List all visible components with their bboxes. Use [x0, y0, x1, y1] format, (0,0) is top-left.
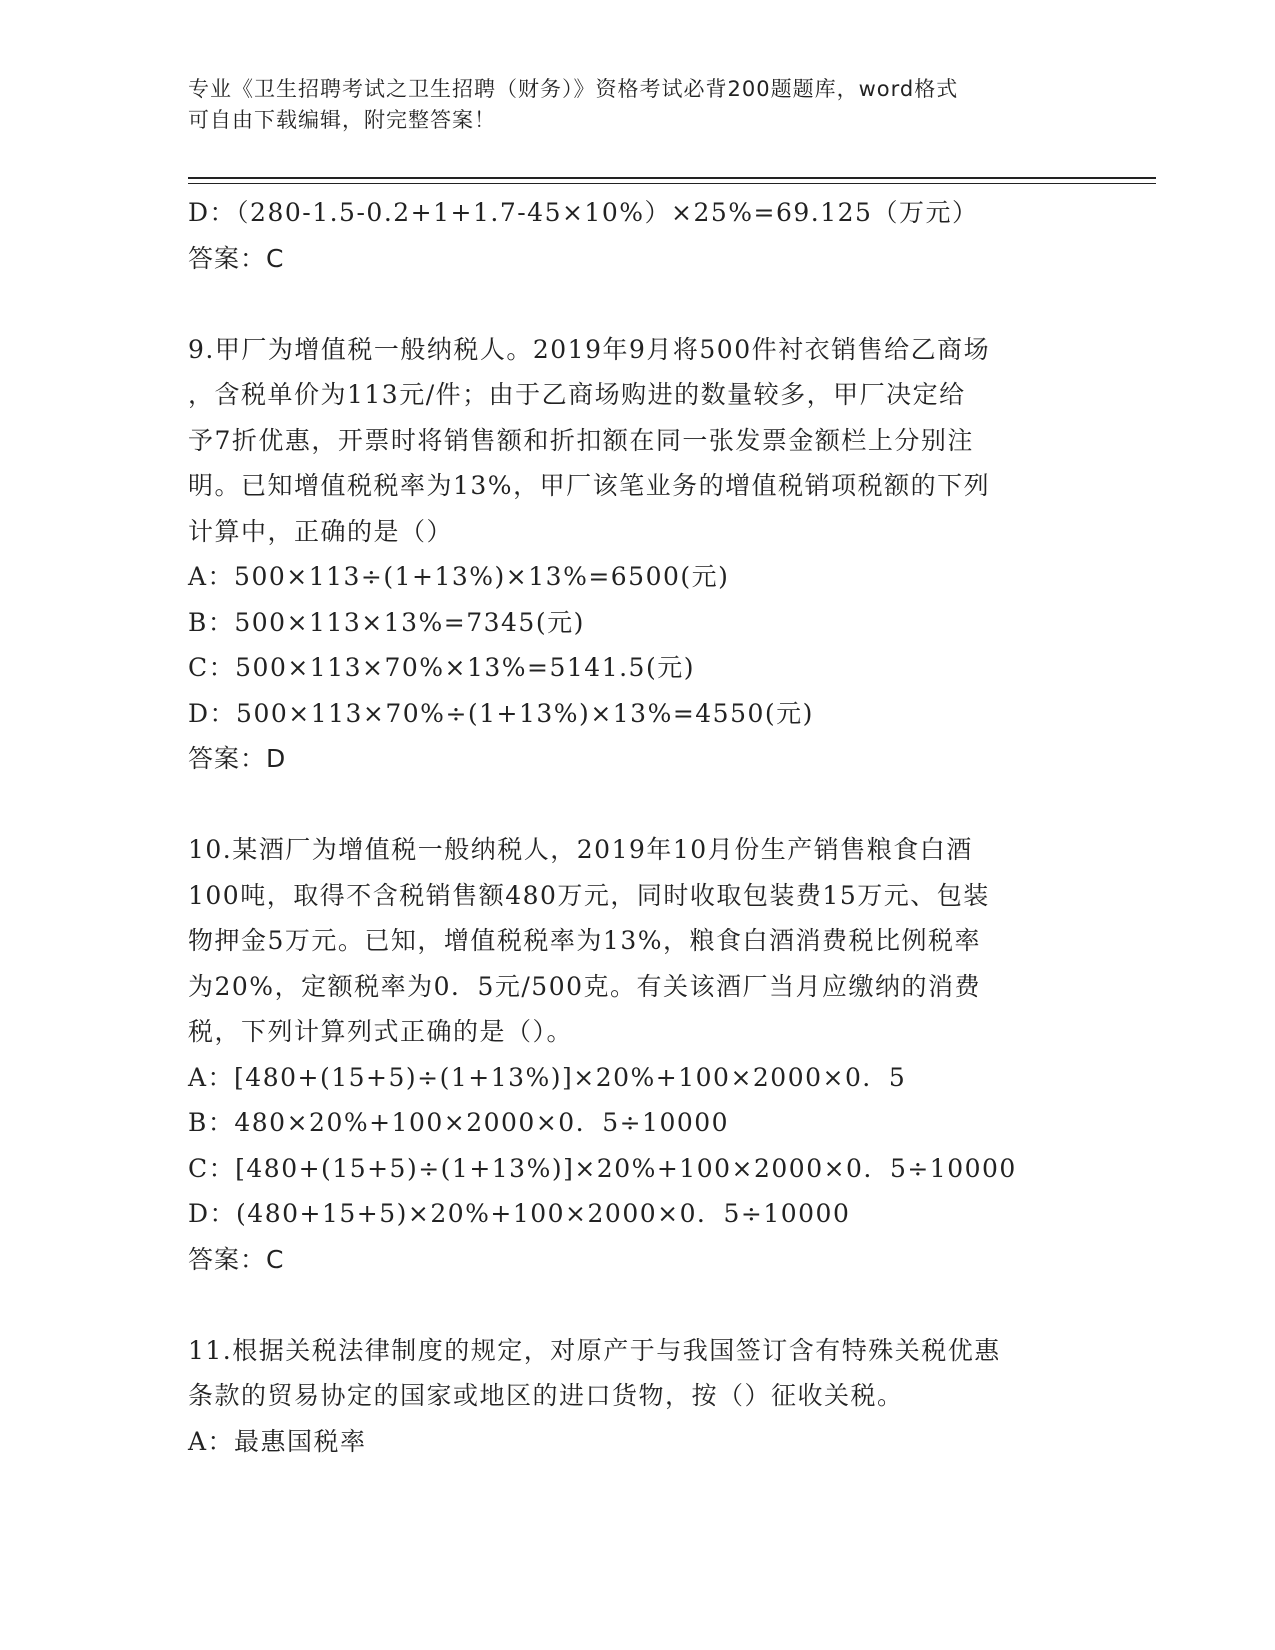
option-c: C：500×113×70%×13%=5141.5(元) — [188, 653, 695, 682]
question-stem-line: 计算中，正确的是（） — [188, 516, 454, 546]
option-b: B：500×113×13%=7345(元) — [188, 607, 585, 637]
question-9 — [188, 327, 1088, 782]
document-body — [188, 190, 1088, 1464]
question-stem-line: 11.根据关税法律制度的规定，对原产于与我国签订含有特殊关税优惠 — [188, 1335, 1001, 1365]
option-d: D：500×113×70%÷(1+13%)×13%=4550(元) — [188, 698, 814, 728]
option-a: A：[480+(15+5)÷(1+13%)]×20%+100×2000×0．5 — [188, 1062, 907, 1092]
question-stem-line: 条款的贸易协定的国家或地区的进口货物，按（）征收关税。 — [188, 1381, 904, 1410]
header-line-2: 可自由下载编辑，附完整答案！ — [188, 108, 496, 132]
answer-text: 答案：D — [188, 744, 287, 773]
document-header — [188, 74, 1088, 136]
question-stem-line: ，含税单价为113元/件；由于乙商场购进的数量较多，甲厂决定给 — [188, 380, 966, 409]
header-divider-thin — [188, 183, 1156, 184]
question-stem-line: 100吨，取得不含税销售额480万元，同时收取包装费15万元、包装 — [188, 880, 990, 910]
option-d: D：（280-1.5-0.2+1+1.7-45×10%）×25%=69.125（万元） — [188, 198, 979, 227]
question-stem-line: 明。已知增值税税率为13%，甲厂该笔业务的增值税销项税额的下列 — [188, 471, 991, 500]
option-a: A：最惠国税率 — [188, 1426, 367, 1456]
spacer — [188, 1282, 1088, 1328]
spacer — [188, 281, 1088, 327]
option-d: D：(480+15+5)×20%+100×2000×0．5÷10000 — [188, 1199, 851, 1228]
answer-text: 答案：C — [188, 243, 285, 273]
question-stem-line: 税，下列计算列式正确的是（）。 — [188, 1017, 574, 1046]
question-10 — [188, 827, 1088, 1282]
question-stem-line: 9.甲厂为增值税一般纳税人。2019年9月将500件衬衣销售给乙商场 — [188, 334, 991, 364]
header-divider-thick — [188, 177, 1156, 179]
header-line-1: 专业《卫生招聘考试之卫生招聘（财务）》资格考试必背200题题库，word格式 — [188, 77, 959, 101]
option-b: B：480×20%+100×2000×0．5÷10000 — [188, 1108, 730, 1137]
question-stem-line: 10.某酒厂为增值税一般纳税人，2019年10月份生产销售粮食白酒 — [188, 835, 973, 864]
spacer — [188, 782, 1088, 828]
option-a: A：500×113÷(1+13%)×13%=6500(元) — [188, 562, 730, 591]
prev-question-tail — [188, 190, 1088, 281]
answer-text: 答案：C — [188, 1244, 285, 1274]
question-stem-line: 为20%，定额税率为0．5元/500克。有关该酒厂当月应缴纳的消费 — [188, 971, 982, 1001]
question-stem-line: 物押金5万元。已知，增值税税率为13%，粮食白酒消费税比例税率 — [188, 926, 981, 955]
question-stem-line: 予7折优惠，开票时将销售额和折扣额在同一张发票金额栏上分别注 — [188, 425, 974, 455]
option-c: C：[480+(15+5)÷(1+13%)]×20%+100×2000×0．5÷10000 — [188, 1153, 1017, 1183]
question-11 — [188, 1328, 1088, 1465]
